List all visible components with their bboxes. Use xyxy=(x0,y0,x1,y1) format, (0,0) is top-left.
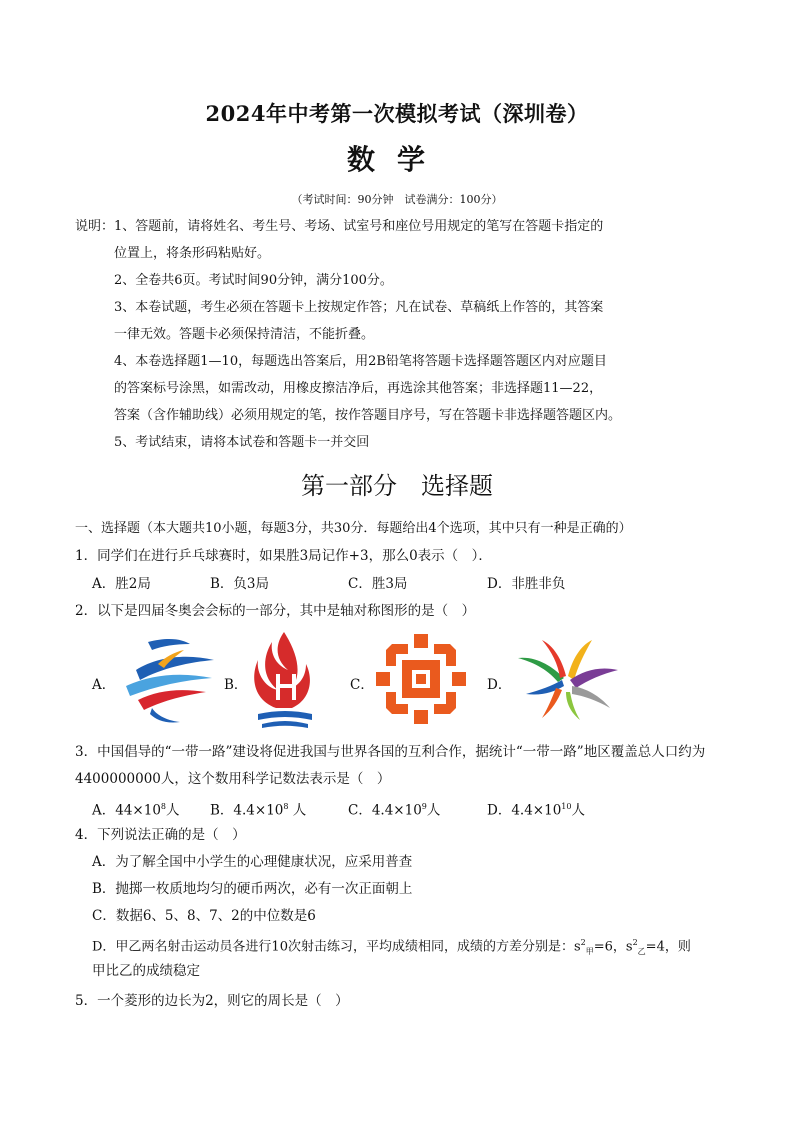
instruction-line: 3、本卷试题，考生必须在答题卡上按规定作答；凡在试卷、草稿纸上作答的，其答案 xyxy=(114,300,604,315)
instruction-line: 位置上，将条形码粘贴好。 xyxy=(114,246,271,261)
exam-title: 2024年中考第一次模拟考试（深圳卷） xyxy=(205,101,589,126)
instruction-line: 答案（含作辅助线）必须用规定的笔，按作答题目序号，写在答题卡非选择题答题区内。 xyxy=(114,408,622,423)
q4-option-d-line2: 甲比乙的成绩稳定 xyxy=(92,963,200,979)
q4-option-d: D．甲乙两名射击运动员各进行10次射击练习，平均成绩相同，成绩的方差分别是：$s^2_甲=6$，$s^2_乙=4$，则 xyxy=(92,938,691,956)
q2-label-b: B． xyxy=(224,677,248,693)
question-3-stem-line1: 3．中国倡导的“一带一路”建设将促进我国与世界各国的互利合作，据统计“一带一路”地区覆盖总人口约为 xyxy=(75,744,706,760)
section-title: 第一部分 选择题 xyxy=(301,472,493,500)
time-note: （考试时间：90分钟 试卷满分：100分） xyxy=(291,193,503,206)
q1-option-c: C．胜3局 xyxy=(348,576,408,592)
question-4-stem: 4．下列说法正确的是（ ） xyxy=(75,827,246,843)
winter-olympics-logo-c xyxy=(374,632,468,726)
instruction-line: 2、全卷共6页。考试时间90分钟，满分100分。 xyxy=(114,273,393,288)
q1-option-d: D．非胜非负 xyxy=(487,576,566,592)
q3-option-d: D．$4.4\times 10^{10}$人 xyxy=(487,802,585,819)
winter-olympics-logo-a xyxy=(118,634,218,726)
q2-label-d: D． xyxy=(487,677,512,693)
question-3-stem-line2: 4400000000人，这个数用科学记数法表示是（ ） xyxy=(75,771,391,787)
q4-option-a: A．为了解全国中小学生的心理健康状况，应采用普查 xyxy=(92,854,413,870)
question-1-stem: 1．同学们在进行乒乓球赛时，如果胜3局记作+3，那么0表示（ ）． xyxy=(75,548,492,564)
winter-olympics-logo-b xyxy=(248,630,318,730)
q4-option-c: C．数据6、5、8、7、2的中位数是6 xyxy=(92,908,316,924)
q3-option-b: B．$4.4\times 10^8$ 人 xyxy=(210,802,307,819)
instructions-prefix: 说明： xyxy=(75,219,115,234)
subject-title: 数学 xyxy=(346,143,447,176)
instruction-line: 一律无效。答题卡必须保持清洁，不能折叠。 xyxy=(114,327,375,342)
q3-option-c: C．$4.4\times 10^9$人 xyxy=(348,802,441,819)
question-2-stem: 2．以下是四届冬奥会会标的一部分，其中是轴对称图形的是（ ） xyxy=(75,603,476,619)
q3-option-a: A．$44\times 10^8$人 xyxy=(92,802,180,819)
q4-option-b: B．抛掷一枚质地均匀的硬币两次，必有一次正面朝上 xyxy=(92,881,413,897)
part-intro: 一、选择题（本大题共10小题，每题3分，共30分．每题给出4个选项，其中只有一种是正确的） xyxy=(75,521,632,536)
q1-option-b: B．负3局 xyxy=(210,576,270,592)
instruction-line: 5、考试结束，请将本试卷和答题卡一并交回 xyxy=(114,435,370,450)
question-5-stem: 5．一个菱形的边长为2，则它的周长是（ ） xyxy=(75,993,349,1009)
q2-label-c: C． xyxy=(350,677,374,693)
winter-olympics-logo-d xyxy=(512,636,622,722)
instruction-line: 1、答题前，请将姓名、考生号、考场、试室号和座位号用规定的笔写在答题卡指定的 xyxy=(114,219,604,234)
instruction-line: 的答案标号涂黑，如需改动，用橡皮擦洁净后，再选涂其他答案；非选择题11—22， xyxy=(114,381,603,396)
q2-label-a: A． xyxy=(92,677,116,693)
q1-option-a: A．胜2局 xyxy=(92,576,151,592)
instruction-line: 4、本卷选择题1—10，每题选出答案后，用2B铅笔将答题卡选择题答题区内对应题目 xyxy=(114,354,607,369)
